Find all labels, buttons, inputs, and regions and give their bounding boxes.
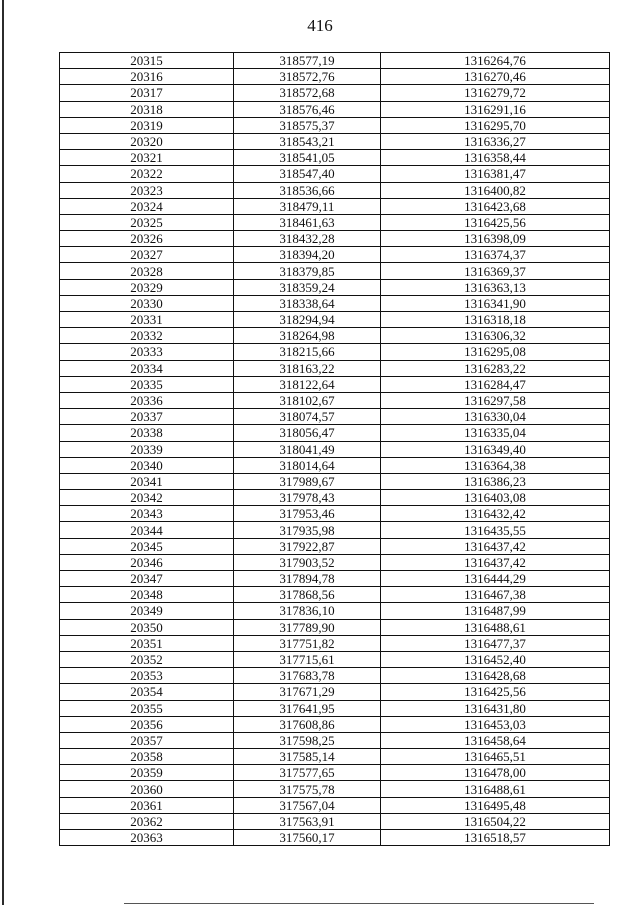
point-number-cell: 20335	[60, 376, 234, 392]
point-number-cell: 20350	[60, 619, 234, 635]
y-coordinate-cell: 1316330,04	[381, 409, 610, 425]
table-row	[60, 69, 610, 85]
point-number-cell: 20357	[60, 732, 234, 748]
x-coordinate-cell: 318215,66	[234, 344, 381, 360]
y-coordinate-cell: 1316478,00	[381, 765, 610, 781]
table-row	[60, 490, 610, 506]
x-coordinate-cell: 318479,11	[234, 198, 381, 214]
y-coordinate-cell: 1316335,04	[381, 425, 610, 441]
table-row	[60, 214, 610, 230]
y-coordinate-cell: 1316318,18	[381, 312, 610, 328]
y-coordinate-cell: 1316465,51	[381, 749, 610, 765]
y-coordinate-cell: 1316452,40	[381, 651, 610, 667]
x-coordinate-cell: 318294,94	[234, 312, 381, 328]
x-coordinate-cell: 318572,76	[234, 69, 381, 85]
table-row	[60, 166, 610, 182]
y-coordinate-cell: 1316386,23	[381, 473, 610, 489]
table-row	[60, 765, 610, 781]
x-coordinate-cell: 318576,46	[234, 101, 381, 117]
point-number-cell: 20329	[60, 279, 234, 295]
x-coordinate-cell: 318338,64	[234, 295, 381, 311]
x-coordinate-cell: 317894,78	[234, 571, 381, 587]
point-number-cell: 20327	[60, 247, 234, 263]
scan-edge-shadow	[2, 0, 4, 905]
x-coordinate-cell: 318102,67	[234, 392, 381, 408]
x-coordinate-cell: 318379,85	[234, 263, 381, 279]
x-coordinate-cell: 317789,90	[234, 619, 381, 635]
x-coordinate-cell: 317953,46	[234, 506, 381, 522]
point-number-cell: 20324	[60, 198, 234, 214]
table-row	[60, 700, 610, 716]
x-coordinate-cell: 318264,98	[234, 328, 381, 344]
point-number-cell: 20333	[60, 344, 234, 360]
table-row	[60, 101, 610, 117]
table-row	[60, 571, 610, 587]
x-coordinate-cell: 317836,10	[234, 603, 381, 619]
point-number-cell: 20359	[60, 765, 234, 781]
table-row	[60, 133, 610, 149]
x-coordinate-cell: 318541,05	[234, 150, 381, 166]
x-coordinate-cell: 317563,91	[234, 813, 381, 829]
x-coordinate-cell: 318074,57	[234, 409, 381, 425]
x-coordinate-cell: 317560,17	[234, 830, 381, 846]
table-row	[60, 651, 610, 667]
x-coordinate-cell: 317683,78	[234, 668, 381, 684]
x-coordinate-cell: 317671,29	[234, 684, 381, 700]
table-row	[60, 392, 610, 408]
table-row	[60, 619, 610, 635]
x-coordinate-cell: 317715,61	[234, 651, 381, 667]
point-number-cell: 20326	[60, 231, 234, 247]
x-coordinate-cell: 317598,25	[234, 732, 381, 748]
coordinates-table	[59, 52, 610, 846]
table-row	[60, 85, 610, 101]
point-number-cell: 20334	[60, 360, 234, 376]
x-coordinate-cell: 318122,64	[234, 376, 381, 392]
y-coordinate-cell: 1316369,37	[381, 263, 610, 279]
point-number-cell: 20356	[60, 716, 234, 732]
table-row	[60, 554, 610, 570]
y-coordinate-cell: 1316341,90	[381, 295, 610, 311]
table-row	[60, 732, 610, 748]
y-coordinate-cell: 1316425,56	[381, 214, 610, 230]
x-coordinate-cell: 317751,82	[234, 635, 381, 651]
point-number-cell: 20345	[60, 538, 234, 554]
x-coordinate-cell: 317585,14	[234, 749, 381, 765]
point-number-cell: 20360	[60, 781, 234, 797]
point-number-cell: 20337	[60, 409, 234, 425]
table-row	[60, 797, 610, 813]
point-number-cell: 20328	[60, 263, 234, 279]
y-coordinate-cell: 1316336,27	[381, 133, 610, 149]
y-coordinate-cell: 1316381,47	[381, 166, 610, 182]
table-row	[60, 441, 610, 457]
y-coordinate-cell: 1316403,08	[381, 490, 610, 506]
x-coordinate-cell: 318014,64	[234, 457, 381, 473]
point-number-cell: 20338	[60, 425, 234, 441]
point-number-cell: 20355	[60, 700, 234, 716]
table-row	[60, 150, 610, 166]
x-coordinate-cell: 318163,22	[234, 360, 381, 376]
x-coordinate-cell: 318432,28	[234, 231, 381, 247]
table-row	[60, 813, 610, 829]
x-coordinate-cell: 317641,95	[234, 700, 381, 716]
point-number-cell: 20352	[60, 651, 234, 667]
table-row	[60, 117, 610, 133]
y-coordinate-cell: 1316444,29	[381, 571, 610, 587]
point-number-cell: 20351	[60, 635, 234, 651]
y-coordinate-cell: 1316435,55	[381, 522, 610, 538]
y-coordinate-cell: 1316306,32	[381, 328, 610, 344]
y-coordinate-cell: 1316518,57	[381, 830, 610, 846]
point-number-cell: 20315	[60, 53, 234, 69]
y-coordinate-cell: 1316453,03	[381, 716, 610, 732]
point-number-cell: 20362	[60, 813, 234, 829]
point-number-cell: 20346	[60, 554, 234, 570]
table-row	[60, 506, 610, 522]
point-number-cell: 20354	[60, 684, 234, 700]
point-number-cell: 20341	[60, 473, 234, 489]
y-coordinate-cell: 1316374,37	[381, 247, 610, 263]
y-coordinate-cell: 1316297,58	[381, 392, 610, 408]
y-coordinate-cell: 1316423,68	[381, 198, 610, 214]
point-number-cell: 20361	[60, 797, 234, 813]
table-row	[60, 668, 610, 684]
y-coordinate-cell: 1316349,40	[381, 441, 610, 457]
point-number-cell: 20325	[60, 214, 234, 230]
table-row	[60, 635, 610, 651]
point-number-cell: 20363	[60, 830, 234, 846]
point-number-cell: 20318	[60, 101, 234, 117]
point-number-cell: 20316	[60, 69, 234, 85]
table-row	[60, 603, 610, 619]
coordinates-table-body	[60, 53, 610, 846]
y-coordinate-cell: 1316358,44	[381, 150, 610, 166]
point-number-cell: 20344	[60, 522, 234, 538]
table-row	[60, 409, 610, 425]
y-coordinate-cell: 1316295,08	[381, 344, 610, 360]
table-row	[60, 522, 610, 538]
y-coordinate-cell: 1316270,46	[381, 69, 610, 85]
y-coordinate-cell: 1316295,70	[381, 117, 610, 133]
x-coordinate-cell: 317903,52	[234, 554, 381, 570]
x-coordinate-cell: 318461,63	[234, 214, 381, 230]
y-coordinate-cell: 1316425,56	[381, 684, 610, 700]
point-number-cell: 20348	[60, 587, 234, 603]
table-row	[60, 749, 610, 765]
y-coordinate-cell: 1316437,42	[381, 538, 610, 554]
x-coordinate-cell: 318056,47	[234, 425, 381, 441]
table-row	[60, 830, 610, 846]
table-row	[60, 587, 610, 603]
table-row	[60, 344, 610, 360]
point-number-cell: 20343	[60, 506, 234, 522]
table-row	[60, 295, 610, 311]
point-number-cell: 20347	[60, 571, 234, 587]
x-coordinate-cell: 318394,20	[234, 247, 381, 263]
point-number-cell: 20336	[60, 392, 234, 408]
table-row	[60, 247, 610, 263]
y-coordinate-cell: 1316291,16	[381, 101, 610, 117]
table-row	[60, 425, 610, 441]
y-coordinate-cell: 1316458,64	[381, 732, 610, 748]
table-row	[60, 198, 610, 214]
x-coordinate-cell: 318577,19	[234, 53, 381, 69]
point-number-cell: 20331	[60, 312, 234, 328]
page-number: 416	[307, 16, 333, 35]
y-coordinate-cell: 1316431,80	[381, 700, 610, 716]
point-number-cell: 20323	[60, 182, 234, 198]
point-number-cell: 20332	[60, 328, 234, 344]
x-coordinate-cell: 317922,87	[234, 538, 381, 554]
x-coordinate-cell: 318547,40	[234, 166, 381, 182]
y-coordinate-cell: 1316504,22	[381, 813, 610, 829]
y-coordinate-cell: 1316467,38	[381, 587, 610, 603]
y-coordinate-cell: 1316488,61	[381, 619, 610, 635]
point-number-cell: 20340	[60, 457, 234, 473]
table-row	[60, 538, 610, 554]
y-coordinate-cell: 1316488,61	[381, 781, 610, 797]
table-row	[60, 279, 610, 295]
y-coordinate-cell: 1316398,09	[381, 231, 610, 247]
x-coordinate-cell: 317989,67	[234, 473, 381, 489]
table-row	[60, 781, 610, 797]
point-number-cell: 20358	[60, 749, 234, 765]
y-coordinate-cell: 1316428,68	[381, 668, 610, 684]
y-coordinate-cell: 1316495,48	[381, 797, 610, 813]
point-number-cell: 20330	[60, 295, 234, 311]
table-row	[60, 263, 610, 279]
table-row	[60, 182, 610, 198]
scan-bottom-edge	[124, 903, 594, 904]
table-row	[60, 376, 610, 392]
y-coordinate-cell: 1316477,37	[381, 635, 610, 651]
y-coordinate-cell: 1316400,82	[381, 182, 610, 198]
table-row	[60, 360, 610, 376]
table-row	[60, 231, 610, 247]
y-coordinate-cell: 1316283,22	[381, 360, 610, 376]
point-number-cell: 20322	[60, 166, 234, 182]
x-coordinate-cell: 317935,98	[234, 522, 381, 538]
table-row	[60, 457, 610, 473]
y-coordinate-cell: 1316363,13	[381, 279, 610, 295]
point-number-cell: 20319	[60, 117, 234, 133]
y-coordinate-cell: 1316437,42	[381, 554, 610, 570]
point-number-cell: 20320	[60, 133, 234, 149]
y-coordinate-cell: 1316364,38	[381, 457, 610, 473]
y-coordinate-cell: 1316279,72	[381, 85, 610, 101]
x-coordinate-cell: 318359,24	[234, 279, 381, 295]
point-number-cell: 20353	[60, 668, 234, 684]
table-row	[60, 328, 610, 344]
x-coordinate-cell: 317608,86	[234, 716, 381, 732]
x-coordinate-cell: 317978,43	[234, 490, 381, 506]
x-coordinate-cell: 318041,49	[234, 441, 381, 457]
point-number-cell: 20317	[60, 85, 234, 101]
table-row	[60, 473, 610, 489]
x-coordinate-cell: 318543,21	[234, 133, 381, 149]
x-coordinate-cell: 318572,68	[234, 85, 381, 101]
point-number-cell: 20321	[60, 150, 234, 166]
x-coordinate-cell: 317577,65	[234, 765, 381, 781]
y-coordinate-cell: 1316284,47	[381, 376, 610, 392]
y-coordinate-cell: 1316264,76	[381, 53, 610, 69]
point-number-cell: 20342	[60, 490, 234, 506]
x-coordinate-cell: 317567,04	[234, 797, 381, 813]
table-row	[60, 684, 610, 700]
table-row	[60, 312, 610, 328]
point-number-cell: 20349	[60, 603, 234, 619]
table-row	[60, 53, 610, 69]
point-number-cell: 20339	[60, 441, 234, 457]
x-coordinate-cell: 318575,37	[234, 117, 381, 133]
y-coordinate-cell: 1316432,42	[381, 506, 610, 522]
x-coordinate-cell: 317575,78	[234, 781, 381, 797]
table-row	[60, 716, 610, 732]
x-coordinate-cell: 317868,56	[234, 587, 381, 603]
x-coordinate-cell: 318536,66	[234, 182, 381, 198]
y-coordinate-cell: 1316487,99	[381, 603, 610, 619]
